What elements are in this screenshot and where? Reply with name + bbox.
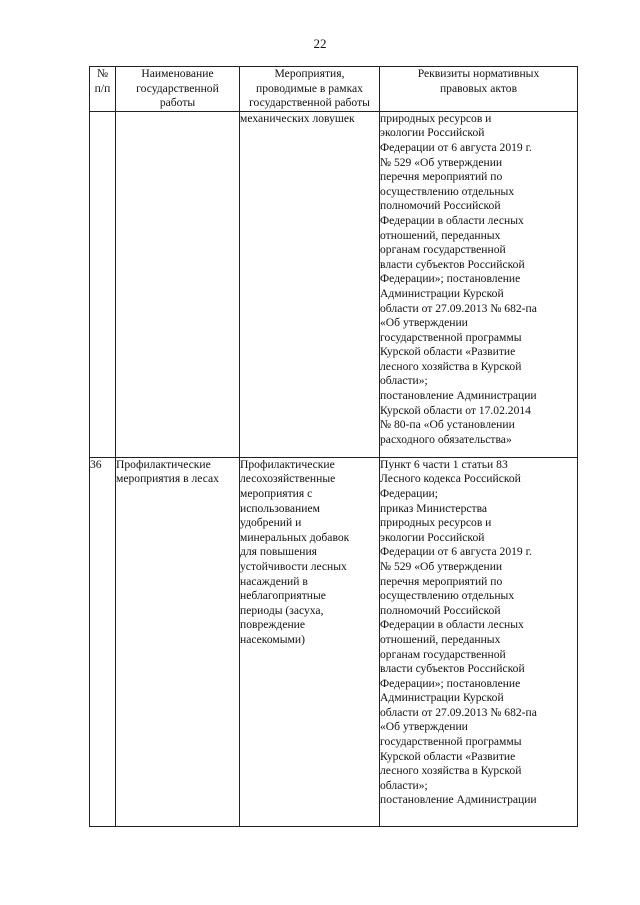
text-line: области от 27.09.2013 № 682-па: [380, 705, 537, 719]
text-line: «Об утверждении: [380, 720, 468, 734]
text-line: Пункт 6 части 1 статьи 83: [380, 457, 508, 471]
text-line: отношений, переданных: [380, 632, 501, 646]
table-row: [90, 111, 578, 457]
text-line: Федерации»; постановление: [380, 272, 521, 286]
regulations-table: [89, 66, 578, 827]
text-line: п/п: [94, 81, 111, 95]
work-name-cell: [116, 111, 240, 457]
text-line: области»;: [380, 778, 428, 792]
requisites-cell: [380, 111, 578, 457]
text-line: правовых актов: [439, 81, 518, 95]
text-line: Федерации от 6 августа 2019 г.: [380, 545, 532, 559]
text-line: осуществлению отдельных: [380, 589, 515, 603]
text-line: Профилактические: [116, 457, 211, 471]
text-line: области от 27.09.2013 № 682-па: [380, 301, 537, 315]
text-line: лесохозяйственные: [240, 472, 336, 486]
text-line: № 80-па «Об установлении: [380, 418, 515, 432]
text-line: Федерации от 6 августа 2019 г.: [380, 140, 532, 154]
activities-cell: [240, 457, 380, 826]
text-line: полномочий Российской: [380, 199, 501, 213]
text-line: Курской области «Развитие: [380, 345, 516, 359]
header-number: [90, 67, 116, 112]
row-number-cell: 36: [90, 457, 116, 826]
text-line: отношений, переданных: [380, 228, 501, 242]
text-line: власти субъектов Российской: [380, 257, 525, 271]
text-line: лесного хозяйства в Курской: [380, 764, 522, 778]
text-line: устойчивости лесных: [240, 559, 347, 573]
text-line: постановление Администрации: [380, 389, 537, 403]
text-line: повреждение: [240, 618, 306, 632]
text-line: «Об утверждении: [380, 316, 468, 330]
text-line: для повышения: [240, 545, 317, 559]
text-line: № 529 «Об утверждении: [380, 155, 503, 169]
text-line: №: [96, 67, 109, 80]
text-line: Федерации в области лесных: [380, 618, 524, 632]
text-line: органам государственной: [380, 243, 506, 257]
text-line: удобрений и: [240, 516, 302, 530]
text-line: расходного обязательства»: [380, 432, 512, 446]
text-line: насаждений в: [240, 574, 308, 588]
text-line: осуществлению отдельных: [380, 184, 515, 198]
text-line: проводимые в рамках: [256, 81, 363, 95]
text-line: полномочий Российской: [380, 603, 501, 617]
text-line: механических ловушек: [240, 111, 355, 125]
text-line: Мероприятия,: [274, 67, 345, 80]
text-line: Федерации;: [380, 486, 438, 500]
header-activities: [240, 67, 380, 112]
text-line: экологии Российской: [380, 530, 485, 544]
work-name-cell: [116, 457, 240, 826]
text-line: минеральных добавок: [240, 530, 350, 544]
text-line: № 529 «Об утверждении: [380, 559, 503, 573]
text-line: области»;: [380, 374, 428, 388]
text-line: Администрации Курской: [380, 691, 504, 705]
text-line: мероприятия с: [240, 486, 313, 500]
text-line: Наименование: [141, 67, 214, 80]
table-row: [90, 457, 578, 826]
text-line: периоды (засуха,: [240, 603, 324, 617]
text-line: лесного хозяйства в Курской: [380, 359, 522, 373]
text-line: Федерации»; постановление: [380, 676, 521, 690]
table-header-row: [90, 67, 578, 112]
text-line: перечня мероприятий по: [380, 574, 503, 588]
text-line: Федерации в области лесных: [380, 213, 524, 227]
header-requisites: [380, 67, 578, 112]
text-line: Реквизиты нормативных: [417, 67, 540, 80]
header-work-name: [116, 67, 240, 112]
text-line: экологии Российской: [380, 126, 485, 140]
text-line: Профилактические: [240, 457, 335, 471]
text-line: государственной работы: [249, 96, 370, 110]
text-line: власти субъектов Российской: [380, 662, 525, 676]
text-line: Лесного кодекса Российской: [380, 472, 521, 486]
text-line: государственной программы: [380, 330, 522, 344]
text-line: Администрации Курской: [380, 286, 504, 300]
text-line: использованием: [240, 501, 320, 515]
text-line: органам государственной: [380, 647, 506, 661]
text-line: перечня мероприятий по: [380, 170, 503, 184]
text-line: государственной: [136, 81, 219, 95]
text-line: мероприятия в лесах: [116, 472, 219, 486]
text-line: насекомыми): [240, 632, 305, 646]
text-line: государственной программы: [380, 735, 522, 749]
activities-cell: [240, 111, 380, 457]
text-line: природных ресурсов и: [380, 516, 492, 530]
text-line: постановление Администрации: [380, 793, 537, 807]
text-line: природных ресурсов и: [380, 111, 492, 125]
page-number: 22: [313, 36, 327, 51]
text-line: Курской области от 17.02.2014: [380, 403, 531, 417]
requisites-cell: [380, 457, 578, 826]
text-line: Курской области «Развитие: [380, 749, 516, 763]
row-number-cell: [90, 111, 116, 457]
text-line: неблагоприятные: [240, 589, 326, 603]
text-line: приказ Министерства: [380, 501, 488, 515]
text-line: работы: [159, 96, 196, 110]
